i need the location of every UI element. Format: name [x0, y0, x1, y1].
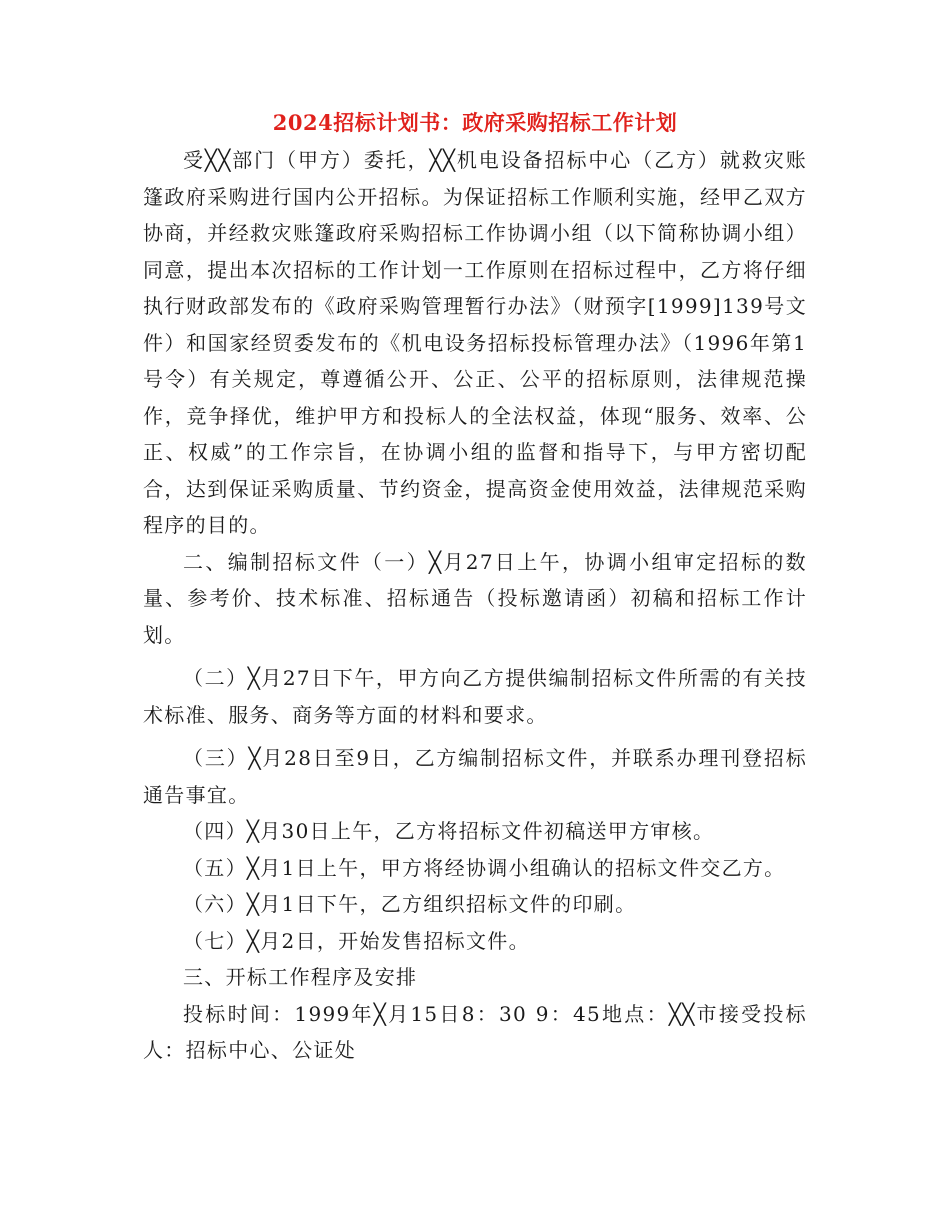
paragraph-item-7: （七）╳月2日，开始发售招标文件。 [183, 928, 530, 953]
paragraph-item-5: （五）╳月1日上午，甲方将经协调小组确认的招标文件交乙方。 [183, 855, 786, 880]
paragraph-bid-time: 投标时间：1999年╳月15日8：30 9：45地点：╳╳市接受投标人：招标中心、公证处 [143, 1001, 807, 1062]
paragraph-section-2: 二、编制招标文件（一）╳月27日上午，协调小组审定招标的数量、参考价、技术标准、招标通告（投标邀请函）初稿和招标工作计划。 [143, 549, 807, 647]
paragraph-section-3: 三、开标工作程序及安排 [183, 965, 418, 989]
document-title: 2024招标计划书：政府采购招标工作计划 [272, 110, 678, 135]
paragraph-item-4: （四）╳月30日上午，乙方将招标文件初稿送甲方审核。 [183, 819, 715, 843]
paragraph-item-6: （六）╳月1日下午，乙方组织招标文件的印刷。 [183, 892, 637, 916]
paragraph-intro: 受╳╳部门（甲方）委托，╳╳机电设备招标中心（乙方）就救灾账篷政府采购进行国内公开招标。为保证招标工作顺利实施，经甲乙双方协商，并经救灾账篷政府采购招标工作协调小组（以下简称协调小组）同意，提出本次招标的工作计划一工作原则在招标过程中，乙方将仔细执行财政部发布的《政府采购管理暂行办法》（财预字[1999]139号文件）和国家经贸委发布的《机电设务招标投标管理办法》（1996年第1号令）有关规定，尊遵循公开、公正、公平的招标原则，法律规范操作，竞争择优，维护甲方和投标人的全法权益，体现“服务、效率、公正、权威”的工作宗旨，在协调小组的监督和指导下，与甲方密切配合，达到保证采购质量、节约资金，提高资金使用效益，法律规范采购程序的目的。 [143, 148, 807, 537]
paragraph-item-3: （三）╳月28日至9日，乙方编制招标文件，并联系办理刊登招标通告事宜。 [143, 746, 807, 807]
document-page [143, 108, 807, 1069]
paragraph-item-2: （二）╳月27日下午，甲方向乙方提供编制招标文件所需的有关技术标准、服务、商务等方面的材料和要求。 [143, 666, 807, 727]
